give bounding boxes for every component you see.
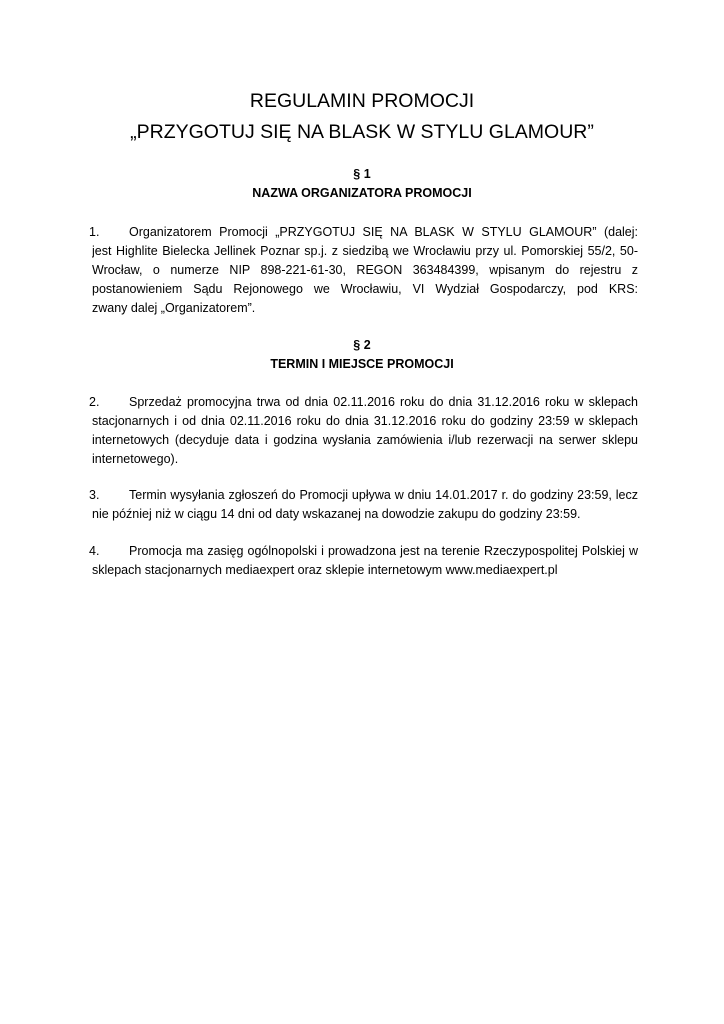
paragraph-2-number: 2. xyxy=(89,395,100,409)
document-title: REGULAMIN PROMOCJI xyxy=(249,90,475,112)
paragraph-line: Termin wysyłania zgłoszeń do Promocji upływa w dniu 14.01.2017 r. do godziny 23:59, lecz xyxy=(129,488,638,502)
paragraph-4 xyxy=(89,542,638,580)
paragraph-line: internetowych (decyduje data i godzina wysłania zamówienia i/lub rezerwacji na serwer sklepu xyxy=(92,433,638,447)
paragraph-line: nie później niż w ciągu 14 dni od daty wskazanej na dowodzie zakupu do godziny 23:59. xyxy=(92,507,581,521)
paragraph-2 xyxy=(89,393,638,469)
paragraph-line: jest Highlite Bielecka Jellinek Poznar sp.j. z siedzibą we Wrocławiu przy ul. Pomorskiej 55/2, 50- xyxy=(92,244,638,258)
paragraph-1-number: 1. xyxy=(89,225,100,239)
promotion-name: „PRZYGOTUJ SIĘ NA BLASK W STYLU GLAMOUR” xyxy=(130,121,594,143)
section-1-heading: NAZWA ORGANIZATORA PROMOCJI xyxy=(252,186,472,200)
section-2-mark: § 2 xyxy=(353,338,371,352)
paragraph-line: Organizatorem Promocji „PRZYGOTUJ SIĘ NA BLASK W STYLU GLAMOUR” (dalej: xyxy=(129,225,638,239)
paragraph-line: sklepach stacjonarnych mediaexpert oraz sklepie internetowym www.mediaexpert.pl xyxy=(92,563,558,577)
section-2-heading: TERMIN I MIEJSCE PROMOCJI xyxy=(270,357,454,371)
section-1-mark: § 1 xyxy=(353,167,371,181)
paragraph-line: Promocja ma zasięg ogólnopolski i prowadzona jest na terenie Rzeczypospolitej Polskiej w xyxy=(129,544,638,558)
paragraph-4-number: 4. xyxy=(89,544,100,558)
paragraph-line: postanowieniem Sądu Rejonowego we Wrocławiu, VI Wydział Gospodarczy, pod KRS: xyxy=(92,282,638,296)
paragraph-3-number: 3. xyxy=(89,488,100,502)
paragraph-3 xyxy=(89,486,638,524)
paragraph-line: zwany dalej „Organizatorem”. xyxy=(92,301,256,315)
paragraph-line: internetowego). xyxy=(92,452,179,466)
paragraph-line: Sprzedaż promocyjna trwa od dnia 02.11.2016 roku do dnia 31.12.2016 roku w sklepach xyxy=(129,395,638,409)
paragraph-line: Wrocław, o numerze NIP 898-221-61-30, REGON 363484399, wpisanym do rejestru z xyxy=(92,263,638,277)
paragraph-1 xyxy=(89,223,638,318)
paragraph-line: stacjonarnych i od dnia 02.11.2016 roku do dnia 31.12.2016 roku do godziny 23:59 w sklepach xyxy=(92,414,638,428)
